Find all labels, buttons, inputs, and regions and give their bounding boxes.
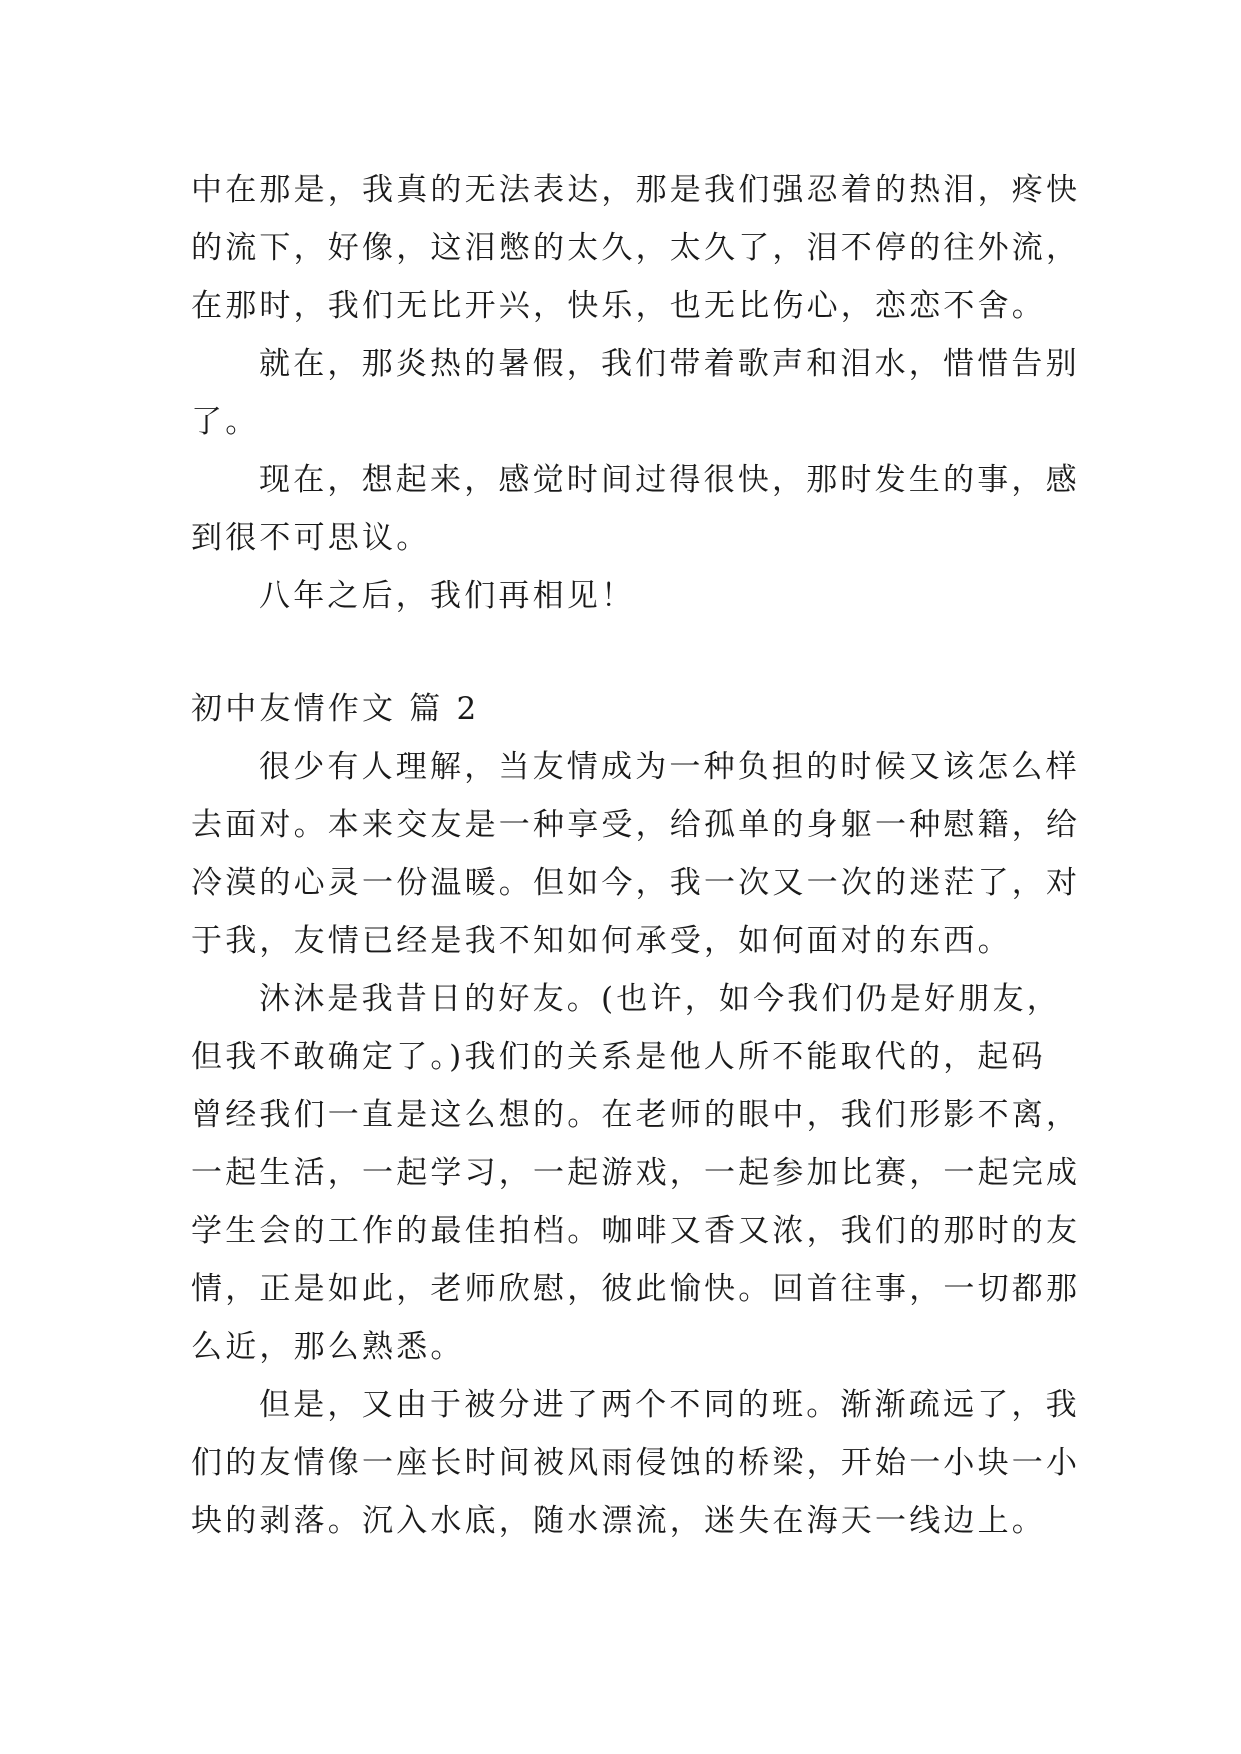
text-line: 曾经我们一直是这么想的。在老师的眼中，我们形影不离， — [191, 1097, 1081, 1133]
text-line: 的流下，好像，这泪憋的太久，太久了，泪不停的往外流， — [191, 230, 1081, 266]
paragraph — [191, 335, 1080, 451]
paragraph — [191, 738, 1081, 970]
text-line: 情，正是如此，老师欣慰，彼此愉快。回首往事，一切都那 — [191, 1271, 1081, 1307]
essay-1-continuation — [191, 161, 1081, 625]
text-line: 中在那是，我真的无法表达，那是我们强忍着的热泪，疼快 — [191, 172, 1081, 208]
text-line: 们的友情像一座长时间被风雨侵蚀的桥梁，开始一小块一小 — [191, 1445, 1081, 1481]
text-line: 于我，友情已经是我不知如何承受，如何面对的东西。 — [191, 923, 1012, 959]
essay-heading: 初中友情作文 篇 2 — [191, 691, 480, 727]
text-line: 沐沐是我昔日的好友。(也许，如今我们仍是好朋友， — [259, 981, 1061, 1017]
text-line: 就在，那炎热的暑假，我们带着歌声和泪水，惜惜告别 — [259, 346, 1080, 382]
text-line: 么近，那么熟悉。 — [191, 1329, 465, 1365]
text-line: 冷漠的心灵一份温暖。但如今，我一次又一次的迷茫了，对 — [191, 865, 1081, 901]
text-line: 到很不可思议。 — [191, 520, 431, 556]
text-line: 现在，想起来，感觉时间过得很快，那时发生的事，感 — [259, 462, 1080, 498]
paragraph — [191, 970, 1081, 1376]
text-line: 但我不敢确定了。)我们的关系是他人所不能取代的，起码 — [191, 1039, 1046, 1075]
text-line: 去面对。本来交友是一种享受，给孤单的身躯一种慰籍，给 — [191, 807, 1081, 843]
paragraph — [191, 451, 1080, 567]
paragraph — [191, 1376, 1081, 1550]
text-line: 在那时，我们无比开兴，快乐，也无比伤心，恋恋不舍。 — [191, 288, 1046, 324]
text-line: 学生会的工作的最佳拍档。咖啡又香又浓，我们的那时的友 — [191, 1213, 1081, 1249]
essay-2 — [191, 680, 1081, 1550]
text-line: 块的剥落。沉入水底，随水漂流，迷失在海天一线边上。 — [191, 1503, 1046, 1539]
text-line: 但是，又由于被分进了两个不同的班。渐渐疏远了，我 — [259, 1387, 1080, 1423]
text-line: 一起生活，一起学习，一起游戏，一起参加比赛，一起完成 — [191, 1155, 1081, 1191]
paragraph — [191, 161, 1081, 335]
text-line: 很少有人理解，当友情成为一种负担的时候又该怎么样 — [259, 749, 1080, 785]
text-line: 八年之后，我们再相见！ — [259, 578, 636, 614]
text-line: 了。 — [191, 404, 260, 440]
paragraph — [191, 567, 1061, 625]
